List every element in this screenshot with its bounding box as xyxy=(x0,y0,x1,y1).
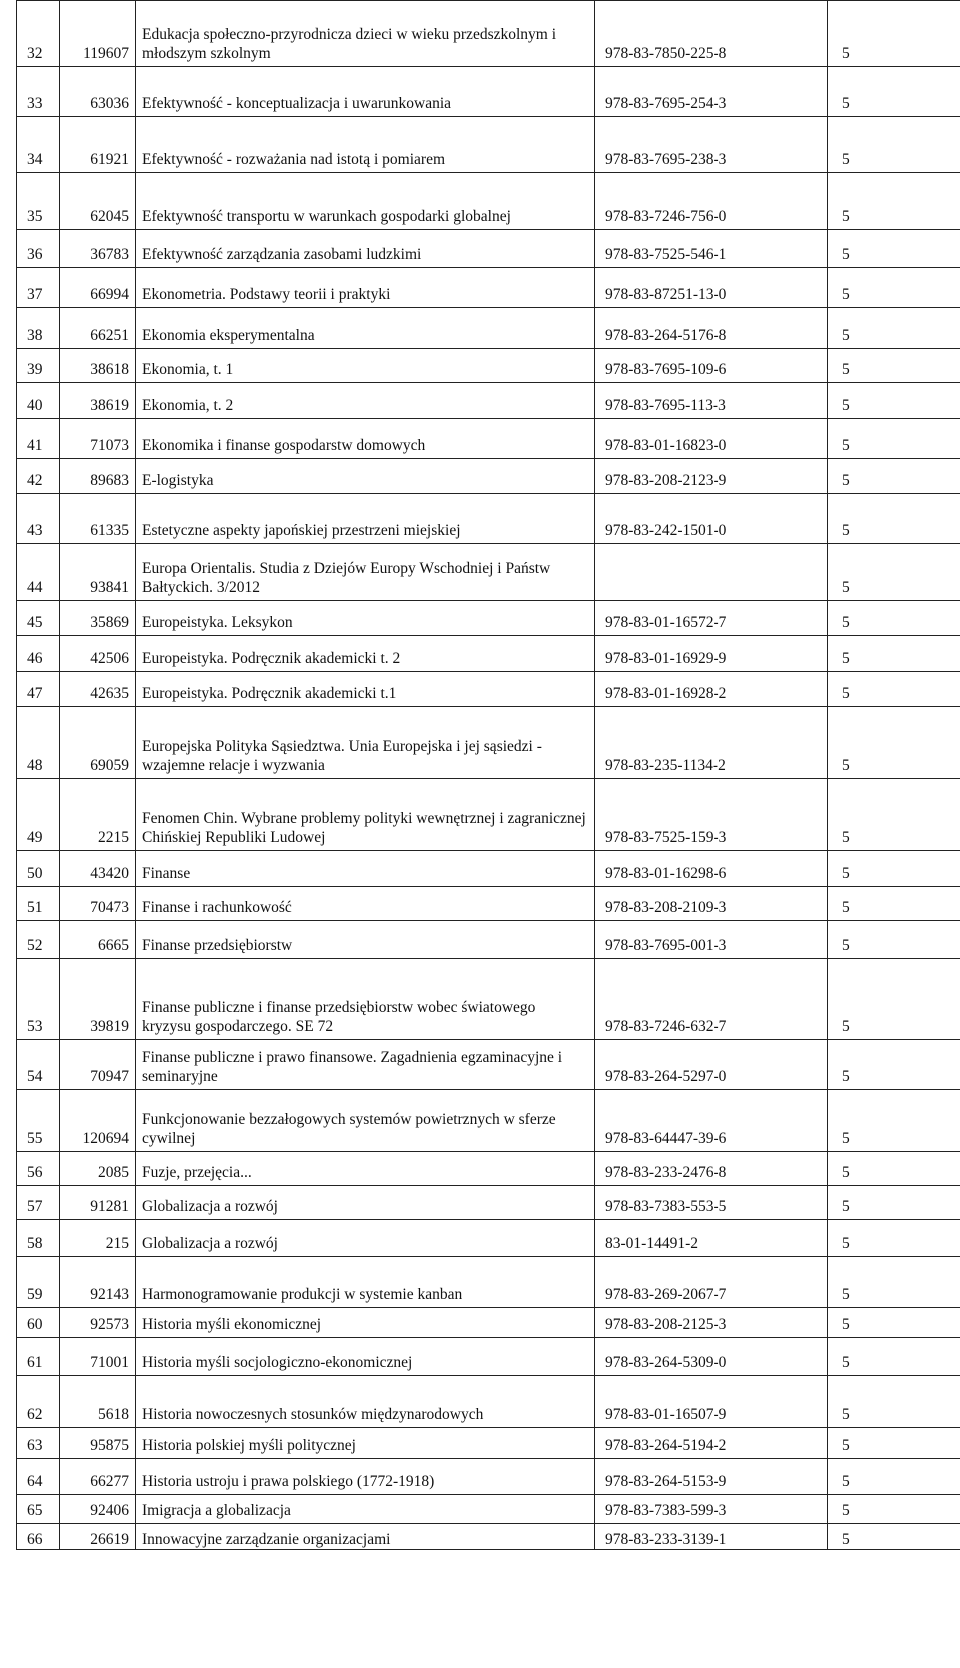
book-title-cell: Finanse xyxy=(136,851,595,887)
isbn-number-cell: 978-83-01-16507-9 xyxy=(595,1376,828,1428)
catalog-id-cell: 71073 xyxy=(60,419,136,459)
row-number-cell: 51 xyxy=(17,887,60,921)
book-title-cell: E-logistyka xyxy=(136,459,595,494)
isbn-number-cell: 978-83-7695-113-3 xyxy=(595,383,828,419)
row-number-cell: 38 xyxy=(17,308,60,349)
book-title-cell: Historia myśli ekonomicznej xyxy=(136,1308,595,1338)
row-number-cell: 54 xyxy=(17,1040,60,1090)
isbn-number-cell: 978-83-7383-599-3 xyxy=(595,1495,828,1524)
catalog-id-cell: 6665 xyxy=(60,921,136,959)
quantity-cell: 5 xyxy=(828,887,960,921)
isbn-number-cell: 978-83-7525-159-3 xyxy=(595,779,828,851)
quantity-cell: 5 xyxy=(828,173,960,230)
table-row xyxy=(17,707,960,779)
book-title-cell: Ekonomia, t. 1 xyxy=(136,349,595,383)
catalog-id-cell: 89683 xyxy=(60,459,136,494)
isbn-number-cell: 978-83-01-16823-0 xyxy=(595,419,828,459)
table-row xyxy=(17,1524,960,1550)
table-row xyxy=(17,636,960,672)
row-number-cell: 55 xyxy=(17,1090,60,1152)
document-page xyxy=(16,0,960,1668)
row-number-cell: 41 xyxy=(17,419,60,459)
table-row xyxy=(17,1152,960,1186)
table-row xyxy=(17,268,960,308)
row-number-cell: 34 xyxy=(17,117,60,173)
book-title-cell: Finanse i rachunkowość xyxy=(136,887,595,921)
quantity-cell: 5 xyxy=(828,1152,960,1186)
quantity-cell: 5 xyxy=(828,636,960,672)
table-row xyxy=(17,779,960,851)
table-row xyxy=(17,1040,960,1090)
catalog-id-cell: 119607 xyxy=(60,1,136,67)
catalog-id-cell: 120694 xyxy=(60,1090,136,1152)
catalog-id-cell: 39819 xyxy=(60,959,136,1040)
catalog-id-cell: 66994 xyxy=(60,268,136,308)
isbn-number-cell: 978-83-7695-001-3 xyxy=(595,921,828,959)
table-row xyxy=(17,173,960,230)
table-row xyxy=(17,459,960,494)
book-title-cell: Estetyczne aspekty japońskiej przestrzeni miejskiej xyxy=(136,494,595,544)
catalog-id-cell: 66277 xyxy=(60,1459,136,1495)
book-title-cell: Edukacja społeczno-przyrodnicza dzieci w wieku przedszkolnym i młodszym szkolnym xyxy=(136,1,595,67)
quantity-cell: 5 xyxy=(828,1524,960,1550)
quantity-cell: 5 xyxy=(828,308,960,349)
book-list-body xyxy=(17,1,960,1550)
quantity-cell: 5 xyxy=(828,779,960,851)
row-number-cell: 42 xyxy=(17,459,60,494)
isbn-number-cell: 978-83-01-16298-6 xyxy=(595,851,828,887)
quantity-cell: 5 xyxy=(828,230,960,268)
table-row xyxy=(17,887,960,921)
table-row xyxy=(17,601,960,636)
quantity-cell: 5 xyxy=(828,1376,960,1428)
row-number-cell: 48 xyxy=(17,707,60,779)
row-number-cell: 43 xyxy=(17,494,60,544)
isbn-number-cell: 978-83-264-5297-0 xyxy=(595,1040,828,1090)
isbn-number-cell: 978-83-87251-13-0 xyxy=(595,268,828,308)
book-title-cell: Europeistyka. Podręcznik akademicki t.1 xyxy=(136,672,595,707)
isbn-number-cell: 83-01-14491-2 xyxy=(595,1220,828,1257)
isbn-number-cell: 978-83-264-5176-8 xyxy=(595,308,828,349)
quantity-cell: 5 xyxy=(828,1308,960,1338)
quantity-cell: 5 xyxy=(828,494,960,544)
book-title-cell: Historia polskiej myśli politycznej xyxy=(136,1428,595,1459)
catalog-id-cell: 61335 xyxy=(60,494,136,544)
book-title-cell: Globalizacja a rozwój xyxy=(136,1220,595,1257)
catalog-id-cell: 42635 xyxy=(60,672,136,707)
quantity-cell: 5 xyxy=(828,959,960,1040)
catalog-id-cell: 93841 xyxy=(60,544,136,601)
quantity-cell: 5 xyxy=(828,544,960,601)
book-title-cell: Historia ustroju i prawa polskiego (1772-1918) xyxy=(136,1459,595,1495)
catalog-id-cell: 92573 xyxy=(60,1308,136,1338)
table-row xyxy=(17,1338,960,1376)
isbn-number-cell: 978-83-208-2109-3 xyxy=(595,887,828,921)
quantity-cell: 5 xyxy=(828,1428,960,1459)
isbn-number-cell: 978-83-242-1501-0 xyxy=(595,494,828,544)
row-number-cell: 60 xyxy=(17,1308,60,1338)
isbn-number-cell: 978-83-7383-553-5 xyxy=(595,1186,828,1220)
table-row xyxy=(17,494,960,544)
isbn-number-cell: 978-83-269-2067-7 xyxy=(595,1257,828,1308)
table-row xyxy=(17,383,960,419)
isbn-number-cell: 978-83-7246-756-0 xyxy=(595,173,828,230)
isbn-number-cell: 978-83-7695-254-3 xyxy=(595,67,828,117)
book-title-cell: Europejska Polityka Sąsiedztwa. Unia Europejska i jej sąsiedzi - wzajemne relacje i wyzwania xyxy=(136,707,595,779)
table-row xyxy=(17,1186,960,1220)
book-title-cell: Fuzje, przejęcia... xyxy=(136,1152,595,1186)
row-number-cell: 35 xyxy=(17,173,60,230)
row-number-cell: 40 xyxy=(17,383,60,419)
isbn-number-cell: 978-83-01-16572-7 xyxy=(595,601,828,636)
quantity-cell: 5 xyxy=(828,1040,960,1090)
catalog-id-cell: 92143 xyxy=(60,1257,136,1308)
book-title-cell: Europa Orientalis. Studia z Dziejów Europy Wschodniej i Państw Bałtyckich. 3/2012 xyxy=(136,544,595,601)
table-row xyxy=(17,1495,960,1524)
quantity-cell: 5 xyxy=(828,268,960,308)
table-row xyxy=(17,672,960,707)
row-number-cell: 53 xyxy=(17,959,60,1040)
book-title-cell: Fenomen Chin. Wybrane problemy polityki wewnętrznej i zagranicznej Chińskiej Republiki Ludowej xyxy=(136,779,595,851)
catalog-id-cell: 36783 xyxy=(60,230,136,268)
catalog-id-cell: 2215 xyxy=(60,779,136,851)
catalog-id-cell: 61921 xyxy=(60,117,136,173)
table-row xyxy=(17,230,960,268)
quantity-cell: 5 xyxy=(828,117,960,173)
row-number-cell: 61 xyxy=(17,1338,60,1376)
catalog-id-cell: 63036 xyxy=(60,67,136,117)
isbn-number-cell: 978-83-7525-546-1 xyxy=(595,230,828,268)
table-row xyxy=(17,67,960,117)
book-title-cell: Efektywność transportu w warunkach gospodarki globalnej xyxy=(136,173,595,230)
row-number-cell: 45 xyxy=(17,601,60,636)
table-row xyxy=(17,1090,960,1152)
row-number-cell: 52 xyxy=(17,921,60,959)
table-row xyxy=(17,1428,960,1459)
quantity-cell: 5 xyxy=(828,459,960,494)
isbn-number-cell: 978-83-208-2123-9 xyxy=(595,459,828,494)
book-title-cell: Europeistyka. Leksykon xyxy=(136,601,595,636)
table-row xyxy=(17,308,960,349)
quantity-cell: 5 xyxy=(828,1090,960,1152)
table-row xyxy=(17,851,960,887)
book-title-cell: Ekonomia, t. 2 xyxy=(136,383,595,419)
catalog-id-cell: 70947 xyxy=(60,1040,136,1090)
book-title-cell: Historia myśli socjologiczno-ekonomicznej xyxy=(136,1338,595,1376)
row-number-cell: 56 xyxy=(17,1152,60,1186)
book-title-cell: Finanse publiczne i finanse przedsiębiorstw wobec światowego kryzysu gospodarczego. SE 72 xyxy=(136,959,595,1040)
quantity-cell: 5 xyxy=(828,672,960,707)
book-title-cell: Ekonomia eksperymentalna xyxy=(136,308,595,349)
row-number-cell: 39 xyxy=(17,349,60,383)
catalog-id-cell: 71001 xyxy=(60,1338,136,1376)
table-row xyxy=(17,1459,960,1495)
book-title-cell: Finanse przedsiębiorstw xyxy=(136,921,595,959)
row-number-cell: 57 xyxy=(17,1186,60,1220)
catalog-id-cell: 38618 xyxy=(60,349,136,383)
quantity-cell: 5 xyxy=(828,1338,960,1376)
book-title-cell: Harmonogramowanie produkcji w systemie kanban xyxy=(136,1257,595,1308)
book-title-cell: Efektywność - rozważania nad istotą i pomiarem xyxy=(136,117,595,173)
book-title-cell: Funkcjonowanie bezzałogowych systemów powietrznych w sferze cywilnej xyxy=(136,1090,595,1152)
book-title-cell: Efektywność zarządzania zasobami ludzkimi xyxy=(136,230,595,268)
book-title-cell: Innowacyjne zarządzanie organizacjami xyxy=(136,1524,595,1550)
catalog-id-cell: 69059 xyxy=(60,707,136,779)
quantity-cell: 5 xyxy=(828,1459,960,1495)
book-title-cell: Europeistyka. Podręcznik akademicki t. 2 xyxy=(136,636,595,672)
book-title-cell: Historia nowoczesnych stosunków międzynarodowych xyxy=(136,1376,595,1428)
table-row xyxy=(17,959,960,1040)
row-number-cell: 66 xyxy=(17,1524,60,1550)
quantity-cell: 5 xyxy=(828,383,960,419)
table-row xyxy=(17,117,960,173)
catalog-id-cell: 35869 xyxy=(60,601,136,636)
isbn-number-cell: 978-83-208-2125-3 xyxy=(595,1308,828,1338)
row-number-cell: 65 xyxy=(17,1495,60,1524)
row-number-cell: 37 xyxy=(17,268,60,308)
book-title-cell: Ekonomika i finanse gospodarstw domowych xyxy=(136,419,595,459)
isbn-number-cell xyxy=(595,544,828,601)
isbn-number-cell: 978-83-264-5153-9 xyxy=(595,1459,828,1495)
row-number-cell: 33 xyxy=(17,67,60,117)
catalog-id-cell: 62045 xyxy=(60,173,136,230)
book-title-cell: Ekonometria. Podstawy teorii i praktyki xyxy=(136,268,595,308)
quantity-cell: 5 xyxy=(828,707,960,779)
book-title-cell: Efektywność - konceptualizacja i uwarunkowania xyxy=(136,67,595,117)
quantity-cell: 5 xyxy=(828,1220,960,1257)
table-row xyxy=(17,1376,960,1428)
isbn-number-cell: 978-83-233-3139-1 xyxy=(595,1524,828,1550)
catalog-id-cell: 43420 xyxy=(60,851,136,887)
catalog-id-cell: 26619 xyxy=(60,1524,136,1550)
catalog-id-cell: 42506 xyxy=(60,636,136,672)
row-number-cell: 49 xyxy=(17,779,60,851)
catalog-id-cell: 91281 xyxy=(60,1186,136,1220)
quantity-cell: 5 xyxy=(828,349,960,383)
row-number-cell: 36 xyxy=(17,230,60,268)
isbn-number-cell: 978-83-264-5309-0 xyxy=(595,1338,828,1376)
row-number-cell: 58 xyxy=(17,1220,60,1257)
catalog-id-cell: 95875 xyxy=(60,1428,136,1459)
quantity-cell: 5 xyxy=(828,921,960,959)
book-title-cell: Imigracja a globalizacja xyxy=(136,1495,595,1524)
quantity-cell: 5 xyxy=(828,419,960,459)
table-row xyxy=(17,1220,960,1257)
isbn-number-cell: 978-83-7695-109-6 xyxy=(595,349,828,383)
catalog-id-cell: 66251 xyxy=(60,308,136,349)
catalog-id-cell: 2085 xyxy=(60,1152,136,1186)
row-number-cell: 64 xyxy=(17,1459,60,1495)
table-row xyxy=(17,1,960,67)
table-row xyxy=(17,544,960,601)
row-number-cell: 63 xyxy=(17,1428,60,1459)
book-title-cell: Globalizacja a rozwój xyxy=(136,1186,595,1220)
quantity-cell: 5 xyxy=(828,1257,960,1308)
row-number-cell: 47 xyxy=(17,672,60,707)
catalog-id-cell: 5618 xyxy=(60,1376,136,1428)
isbn-number-cell: 978-83-264-5194-2 xyxy=(595,1428,828,1459)
quantity-cell: 5 xyxy=(828,1186,960,1220)
catalog-id-cell: 215 xyxy=(60,1220,136,1257)
isbn-number-cell: 978-83-01-16928-2 xyxy=(595,672,828,707)
row-number-cell: 62 xyxy=(17,1376,60,1428)
isbn-number-cell: 978-83-64447-39-6 xyxy=(595,1090,828,1152)
table-row xyxy=(17,921,960,959)
isbn-number-cell: 978-83-235-1134-2 xyxy=(595,707,828,779)
quantity-cell: 5 xyxy=(828,1495,960,1524)
quantity-cell: 5 xyxy=(828,851,960,887)
table-row xyxy=(17,1308,960,1338)
isbn-number-cell: 978-83-7695-238-3 xyxy=(595,117,828,173)
table-row xyxy=(17,419,960,459)
isbn-number-cell: 978-83-233-2476-8 xyxy=(595,1152,828,1186)
row-number-cell: 46 xyxy=(17,636,60,672)
catalog-id-cell: 38619 xyxy=(60,383,136,419)
row-number-cell: 44 xyxy=(17,544,60,601)
table-row xyxy=(17,349,960,383)
quantity-cell: 5 xyxy=(828,67,960,117)
isbn-number-cell: 978-83-01-16929-9 xyxy=(595,636,828,672)
row-number-cell: 32 xyxy=(17,1,60,67)
quantity-cell: 5 xyxy=(828,601,960,636)
book-title-cell: Finanse publiczne i prawo finansowe. Zagadnienia egzaminacyjne i seminaryjne xyxy=(136,1040,595,1090)
quantity-cell: 5 xyxy=(828,1,960,67)
book-list-table xyxy=(16,0,960,1550)
catalog-id-cell: 92406 xyxy=(60,1495,136,1524)
catalog-id-cell: 70473 xyxy=(60,887,136,921)
isbn-number-cell: 978-83-7246-632-7 xyxy=(595,959,828,1040)
isbn-number-cell: 978-83-7850-225-8 xyxy=(595,1,828,67)
row-number-cell: 59 xyxy=(17,1257,60,1308)
table-row xyxy=(17,1257,960,1308)
row-number-cell: 50 xyxy=(17,851,60,887)
